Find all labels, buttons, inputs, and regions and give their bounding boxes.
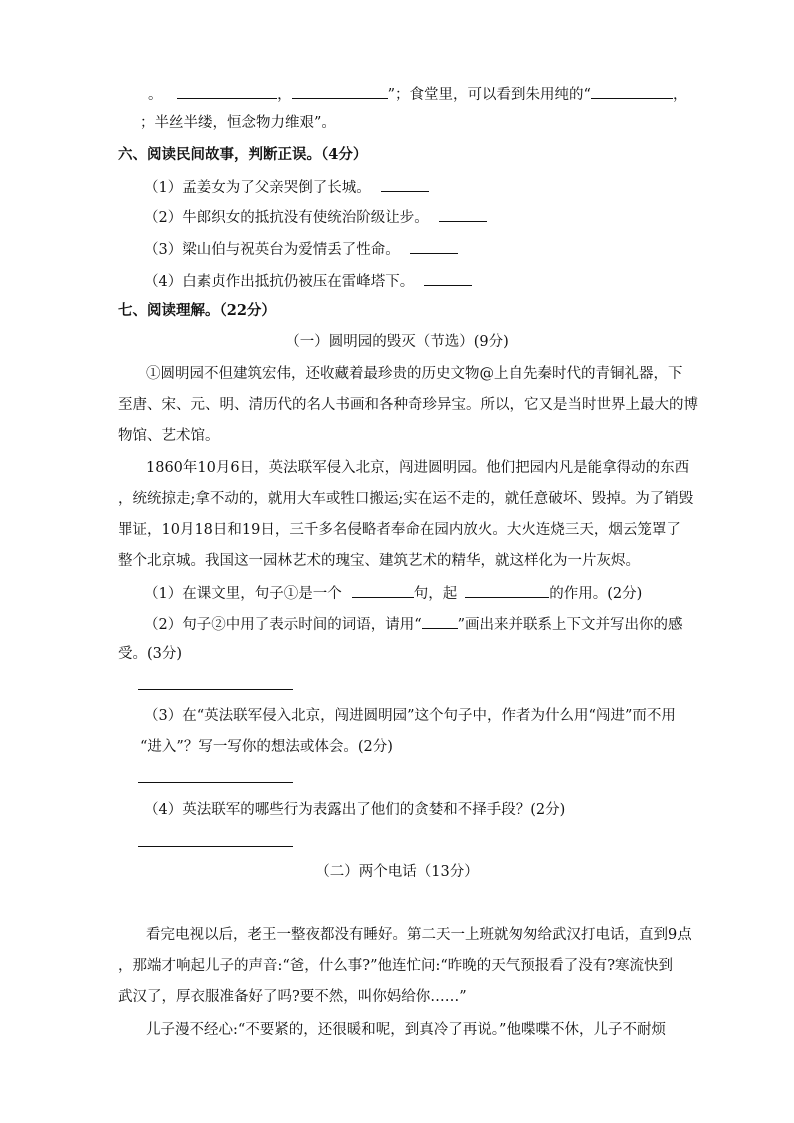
top-text-3: ，: [672, 87, 688, 103]
judge-item-text: （3）梁山伯与祝英台为爱情丢了性命。: [144, 242, 400, 258]
passage-2-line: 儿子漫不经心:“不要紧的，还很暖和呢，到真冷了再说。”他喋喋不休，儿子不耐烦: [146, 1022, 666, 1038]
question-3-cont: “进入”？写一写你的想法或体会。(2分): [140, 739, 393, 755]
question-2-cont: 受。(3分): [118, 646, 183, 662]
judge-item-text: （2）牛郎织女的抵抗没有使统治阶级让步。: [144, 210, 429, 226]
answer-line[interactable]: [138, 846, 293, 847]
answer-blank[interactable]: [292, 83, 388, 99]
answer-blank[interactable]: [177, 83, 277, 99]
answer-blank[interactable]: [465, 582, 549, 598]
judge-item-4: [144, 270, 472, 292]
answer-line[interactable]: [138, 689, 293, 690]
passage-1-line: 物馆、艺术馆。: [118, 428, 220, 444]
question-3: （3）在“英法联军侵入北京，闯进圆明园”这个句子中，作者为什么用“闯进”而不用: [144, 708, 676, 724]
answer-blank[interactable]: [424, 270, 472, 286]
passage-2-line: 看完电视以后，老王一整夜都没有睡好。第二天一上班就匆匆给武汉打电话，直到9点: [146, 927, 692, 943]
passage-2-line: 武汉了，厚衣服准备好了吗?要不然，叫你妈给你……”: [118, 989, 467, 1005]
top-text-1: 。: [148, 87, 163, 103]
judge-item-3: [144, 238, 458, 260]
answer-blank[interactable]: [591, 83, 673, 99]
passage-1-line: 至唐、宋、元、明、清历代的名人书画和各种奇珍异宝。所以，它又是当时世界上最大的博: [118, 397, 698, 413]
answer-blank[interactable]: [352, 582, 414, 598]
question-text: （2）句子②中用了表示时间的词语，请用“: [144, 617, 422, 633]
question-text: （1）在课文里，句子①是一个: [144, 586, 342, 602]
question-4: （4）英法联军的哪些行为表露出了他们的贪婪和不择手段？(2分): [144, 802, 566, 818]
section-7-heading: 七、阅读理解。（22分）: [118, 302, 276, 319]
answer-blank[interactable]: [439, 206, 487, 222]
underline-sample: [422, 613, 458, 629]
question-text: 的作用。(2分): [549, 586, 643, 602]
passage-2-line: ，那端才响起儿子的声音:“爸，什么事?”他连忙问:“昨晚的天气预报看了没有?寒流快到: [118, 958, 674, 974]
judge-item-text: （1）孟姜女为了父亲哭倒了长城。: [144, 180, 371, 196]
section-6-heading: 六、阅读民间故事，判断正误。（4分）: [118, 146, 368, 163]
passage-1-title: （一）圆明园的毁灭（节选）(9分): [285, 334, 509, 350]
answer-blank[interactable]: [410, 238, 458, 254]
answer-line[interactable]: [138, 782, 293, 783]
passage-1-line: 罪证，10月18日和19日，三千多名侵略者奉命在园内放火。大火连烧三天，烟云笼罩了: [118, 522, 681, 538]
passage-2-title: （二）两个电话（13分）: [315, 864, 479, 880]
judge-item-text: （4）白素贞作出抵抗仍被压在雷峰塔下。: [144, 274, 415, 290]
passage-1-line: ①圆明园不但建筑宏伟，还收藏着最珍贵的历史文物@上自先秦时代的青铜礼器，下: [146, 366, 683, 382]
question-1: [144, 582, 642, 604]
answer-blank[interactable]: [381, 176, 429, 192]
question-text: ”画出来并联系上下文并写出你的感: [457, 617, 683, 633]
top-line-2: ；半丝半缕，恒念物力维艰”。: [140, 115, 336, 131]
passage-1-line: 整个北京城。我国这一园林艺术的瑰宝、建筑艺术的精华，就这样化为一片灰烬。: [118, 553, 640, 569]
top-text-2: ”；食堂里，可以看到朱用纯的“: [387, 87, 591, 103]
passage-1-line: ，统统掠走;拿不动的，就用大车或牲口搬运;实在运不走的，就任意破坏、毁掉。为了销毁: [118, 491, 694, 507]
judge-item-1: [144, 176, 429, 198]
top-fill-line: [148, 83, 687, 105]
question-2: [144, 613, 683, 635]
question-text: 句，起: [413, 586, 458, 602]
top-comma: ，: [277, 87, 292, 103]
judge-item-2: [144, 206, 487, 228]
passage-1-line: 1860年10月6日，英法联军侵入北京，闯进圆明园。他们把园内凡是能拿得动的东西: [146, 460, 690, 476]
